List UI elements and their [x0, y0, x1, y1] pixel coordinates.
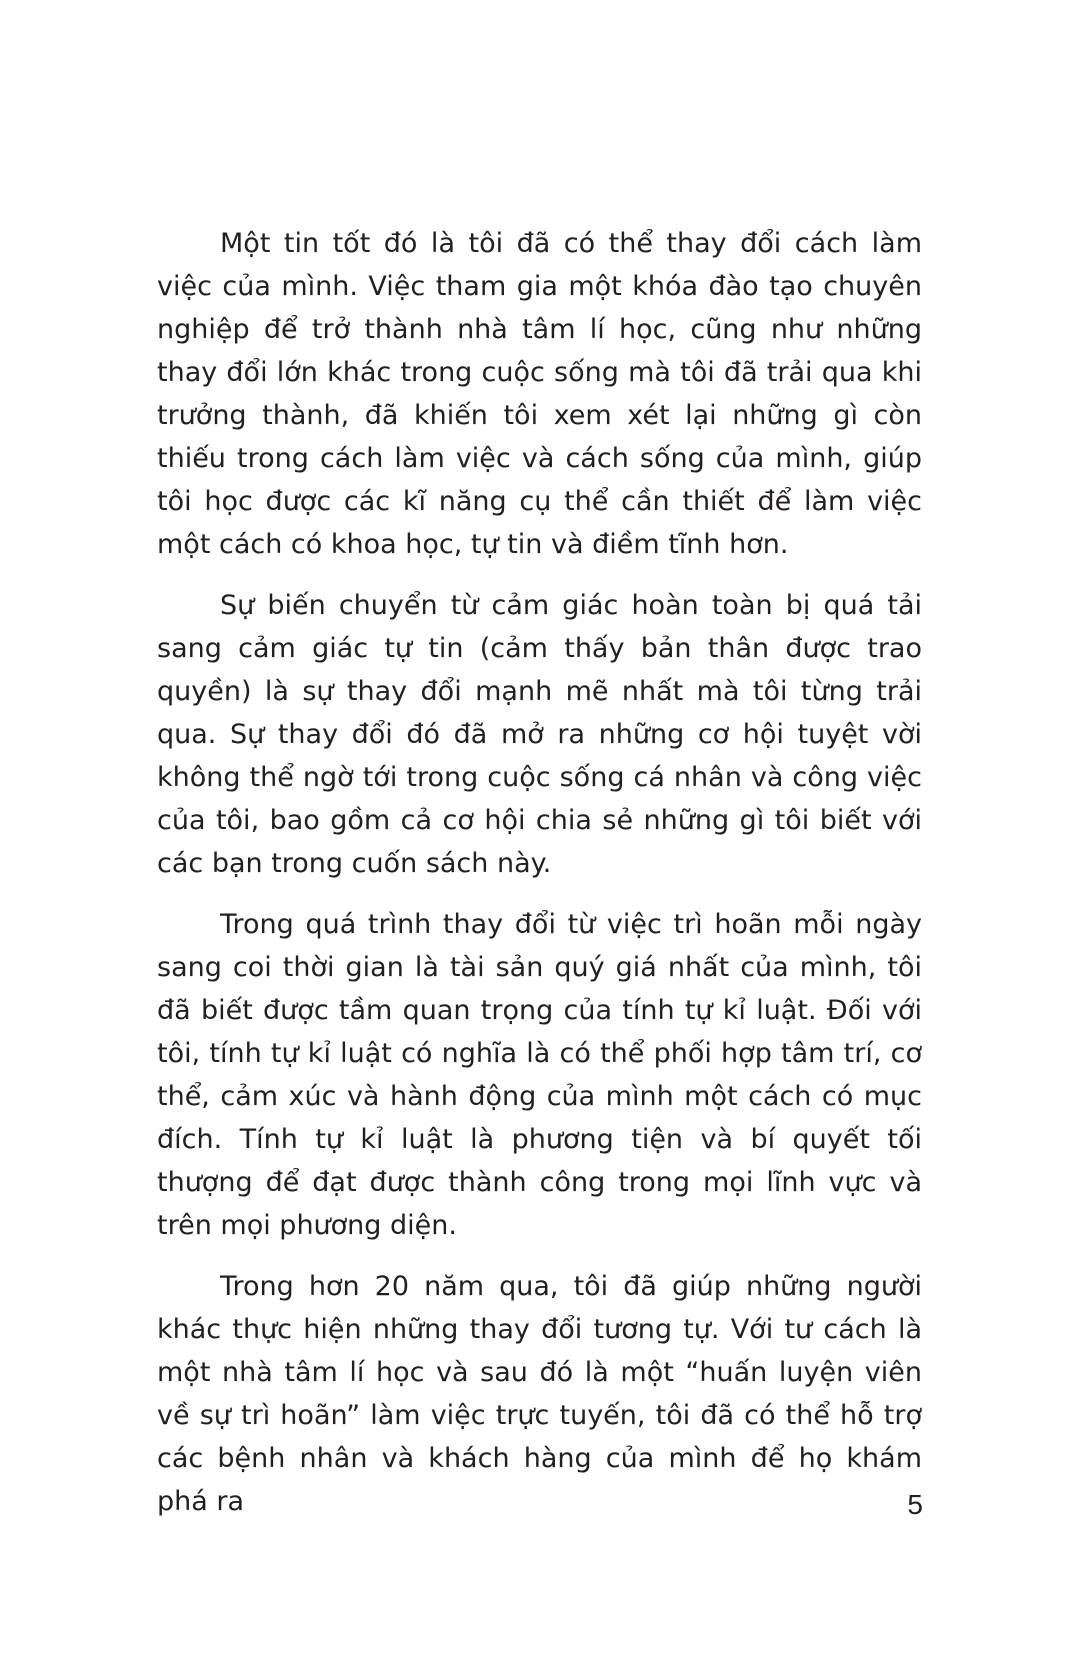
- paragraph-4: Trong hơn 20 năm qua, tôi đã giúp những người khác thực hiện những thay đổi tương tự. Với tư cách là một nhà tâm lí học và sau đó là một “huấn luyện viên về sự trì hoãn” làm việc trực tuyến, tôi đã có thể hỗ trợ các bệnh nhân và khách hàng của mình để họ khám phá ra: [157, 1271, 922, 1517]
- body-text: [157, 222, 922, 1541]
- page-number: 5: [907, 1489, 923, 1520]
- paragraph-1: Một tin tốt đó là tôi đã có thể thay đổi cách làm việc của mình. Việc tham gia một khóa đào tạo chuyên nghiệp để trở thành nhà tâm lí học, cũng như những thay đổi lớn khác trong cuộc sống mà tôi đã trải qua khi trưởng thành, đã khiến tôi xem xét lại những gì còn thiếu trong cách làm việc và cách sống của mình, giúp tôi học được các kĩ năng cụ thể cần thiết để làm việc một cách có khoa học, tự tin và điềm tĩnh hơn.: [157, 228, 922, 560]
- paragraph-3: Trong quá trình thay đổi từ việc trì hoãn mỗi ngày sang coi thời gian là tài sản quý giá nhất của mình, tôi đã biết được tầm quan trọng của tính tự kỉ luật. Đối với tôi, tính tự kỉ luật có nghĩa là có thể phối hợp tâm trí, cơ thể, cảm xúc và hành động của mình một cách có mục đích. Tính tự kỉ luật là phương tiện và bí quyết tối thượng để đạt được thành công trong mọi lĩnh vực và trên mọi phương diện.: [157, 909, 922, 1241]
- paragraph-2: Sự biến chuyển từ cảm giác hoàn toàn bị quá tải sang cảm giác tự tin (cảm thấy bản thân được trao quyền) là sự thay đổi mạnh mẽ nhất mà tôi từng trải qua. Sự thay đổi đó đã mở ra những cơ hội tuyệt vời không thể ngờ tới trong cuộc sống cá nhân và công việc của tôi, bao gồm cả cơ hội chia sẻ những gì tôi biết với các bạn trong cuốn sách này.: [157, 590, 922, 879]
